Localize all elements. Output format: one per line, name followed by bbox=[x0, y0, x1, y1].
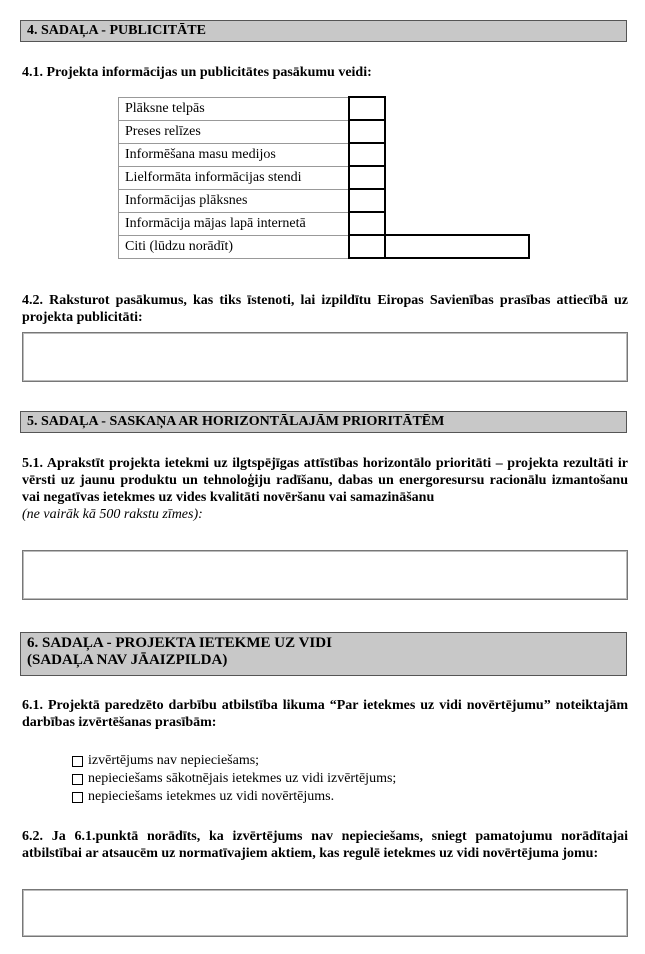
table-row bbox=[119, 235, 529, 258]
answer-box-6-2[interactable] bbox=[22, 889, 628, 937]
question-5-1-text: 5.1. Aprakstīt projekta ietekmi uz ilgtspējīgas attīstības horizontālo prioritāti – projekta rezultāti ir vērsti uz jaunu produktu un tehnoloģiju radīšanu, dabas un energoresursu racionālu izmantošanu vai negatīvas ietekmes uz vides kvalitāti novēršanu vai samazināšanu bbox=[22, 456, 628, 505]
option-row[interactable] bbox=[72, 788, 396, 806]
media-type-checkbox[interactable] bbox=[349, 143, 385, 166]
table-row bbox=[119, 212, 529, 235]
option-label: nepieciešams sākotnējais ietekmes uz vidi izvērtējums; bbox=[88, 771, 397, 786]
table-row bbox=[119, 120, 529, 143]
option-label: nepieciešams ietekmes uz vidi novērtējums. bbox=[88, 789, 335, 804]
question-6-1: 6.1. Projektā paredzēto darbību atbilstība likuma “Par ietekmes uz vidi novērtējumu” noteiktajām darbības izvērtēšanas prasībām: bbox=[22, 698, 628, 730]
question-6-2: 6.2. Ja 6.1.punktā norādīts, ka izvērtējums nav nepieciešams, sniegt pamatojumu norādītajai atbilstībai ar atsaucēm uz normatīvajiem aktiem, kas regulē ietekmes uz vidi novērtējuma jomu: bbox=[22, 829, 628, 861]
option-row[interactable] bbox=[72, 770, 396, 788]
question-5-1 bbox=[22, 455, 628, 523]
publicity-types-table bbox=[118, 96, 530, 259]
answer-box-4-2[interactable] bbox=[22, 332, 628, 382]
section-6-subtitle: (SADAĻA NAV JĀAIZPILDA) bbox=[27, 652, 228, 668]
section-4-title: 4. SADAĻA - PUBLICITĀTE bbox=[27, 23, 206, 38]
question-4-2: 4.2. Raksturot pasākumus, kas tiks īstenoti, lai izpildītu Eiropas Savienības prasības attiecībā uz projekta publicitāti: bbox=[22, 293, 628, 325]
table-row bbox=[119, 189, 529, 212]
assessment-options bbox=[72, 752, 396, 806]
table-row bbox=[119, 143, 529, 166]
media-type-label: Informācijas plāksnes bbox=[119, 189, 349, 212]
option-label: izvērtējums nav nepieciešams; bbox=[88, 753, 260, 768]
checkbox-icon[interactable] bbox=[72, 774, 83, 785]
option-row[interactable] bbox=[72, 752, 396, 770]
media-type-label: Informēšana masu medijos bbox=[119, 143, 349, 166]
media-type-checkbox[interactable] bbox=[349, 120, 385, 143]
media-type-label: Citi (lūdzu norādīt) bbox=[119, 235, 349, 258]
media-type-checkbox[interactable] bbox=[349, 97, 385, 120]
table-row bbox=[119, 166, 529, 189]
media-type-checkbox[interactable] bbox=[349, 166, 385, 189]
question-4-1: 4.1. Projekta informācijas un publicitātes pasākumu veidi: bbox=[22, 65, 372, 80]
checkbox-icon[interactable] bbox=[72, 756, 83, 767]
media-type-checkbox[interactable] bbox=[349, 212, 385, 235]
section-4-header bbox=[20, 20, 627, 42]
media-type-label: Lielformāta informācijas stendi bbox=[119, 166, 349, 189]
answer-box-5-1[interactable] bbox=[22, 550, 628, 600]
section-6-title: 6. SADAĻA - PROJEKTA IETEKME UZ VIDI bbox=[27, 635, 332, 651]
other-specify-field[interactable] bbox=[385, 235, 529, 258]
section-6-header bbox=[20, 632, 627, 676]
section-5-header bbox=[20, 411, 627, 433]
media-type-label: Preses relīzes bbox=[119, 120, 349, 143]
question-5-1-note: (ne vairāk kā 500 rakstu zīmes): bbox=[22, 507, 203, 522]
media-type-checkbox[interactable] bbox=[349, 235, 385, 258]
checkbox-icon[interactable] bbox=[72, 792, 83, 803]
media-type-label: Plāksne telpās bbox=[119, 97, 349, 120]
table-row bbox=[119, 97, 529, 120]
section-5-title: 5. SADAĻA - SASKAŅA AR HORIZONTĀLAJĀM PRIORITĀTĒM bbox=[27, 414, 445, 429]
media-type-checkbox[interactable] bbox=[349, 189, 385, 212]
media-type-label: Informācija mājas lapā internetā bbox=[119, 212, 349, 235]
